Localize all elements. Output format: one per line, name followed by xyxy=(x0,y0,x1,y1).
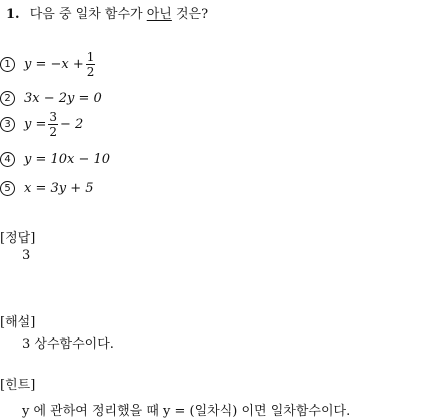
option-3-denominator: 2 xyxy=(49,125,58,139)
question-text-before: 다음 중 일차 함수가 xyxy=(29,7,143,22)
question-text-after: 것은? xyxy=(176,7,209,22)
option-2-expr: 3x − 2y = 0 xyxy=(24,91,102,106)
option-5-marker: 5 xyxy=(0,181,15,196)
answer-value: 3 xyxy=(22,248,31,263)
hint-label: [힌트] xyxy=(0,378,36,393)
hint-text: y 에 관하여 정리했을 때 y = (일차식) 이면 일차함수이다. xyxy=(22,404,351,419)
option-4-expr: y = 10x − 10 xyxy=(24,152,111,167)
question-underlined-word: 아닌 xyxy=(146,7,172,22)
option-3-numerator: 3 xyxy=(49,110,58,124)
option-1-denominator: 2 xyxy=(86,65,95,79)
option-4-marker: 4 xyxy=(0,152,15,167)
option-1[interactable] xyxy=(0,50,97,79)
option-3[interactable] xyxy=(0,110,83,139)
option-3-marker: 3 xyxy=(0,117,15,132)
option-5-expr: x = 3y + 5 xyxy=(24,181,94,196)
question-number: 1. xyxy=(6,7,20,22)
explanation-label: [해설] xyxy=(0,315,36,330)
option-1-fraction xyxy=(86,50,96,79)
option-1-numerator: 1 xyxy=(86,50,95,64)
answer-label: [정답] xyxy=(0,231,36,246)
option-1-expr: y = −x + xyxy=(24,57,84,72)
explanation-text: 3 상수함수이다. xyxy=(22,337,114,352)
option-3-expr-pre: y = xyxy=(24,117,47,132)
question-line xyxy=(6,3,208,22)
option-4[interactable] xyxy=(0,152,110,167)
option-5[interactable] xyxy=(0,181,94,196)
option-1-marker: 1 xyxy=(0,57,15,72)
option-2[interactable] xyxy=(0,91,102,106)
option-2-marker: 2 xyxy=(0,91,15,106)
option-3-fraction xyxy=(48,110,58,139)
option-3-expr-post: − 2 xyxy=(60,117,84,132)
